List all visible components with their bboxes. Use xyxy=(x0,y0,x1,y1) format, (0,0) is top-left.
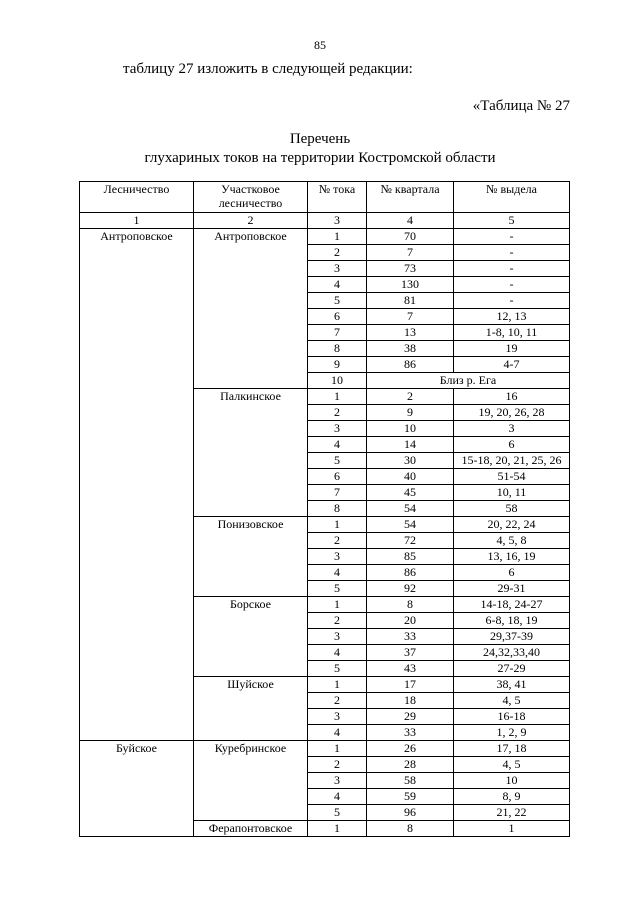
column-number: 1 xyxy=(80,213,194,229)
allotment-cell: 20, 22, 24 xyxy=(454,517,570,533)
lek-number-cell: 1 xyxy=(308,677,367,693)
quarter-cell: 73 xyxy=(367,261,454,277)
lek-number-cell: 8 xyxy=(308,341,367,357)
lek-number-cell: 1 xyxy=(308,741,367,757)
lek-number-cell: 7 xyxy=(308,325,367,341)
allotment-cell: 4, 5 xyxy=(454,693,570,709)
quarter-cell: 8 xyxy=(367,821,454,837)
quarter-cell: 10 xyxy=(367,421,454,437)
lek-number-cell: 1 xyxy=(308,821,367,837)
allotment-cell: 27-29 xyxy=(454,661,570,677)
lek-number-cell: 3 xyxy=(308,549,367,565)
lek-number-cell: 2 xyxy=(308,405,367,421)
lek-number-cell: 2 xyxy=(308,533,367,549)
lek-number-cell: 4 xyxy=(308,725,367,741)
column-number-row xyxy=(80,213,570,229)
header-section: Участковое лесничество xyxy=(194,182,308,213)
allotment-cell: 10, 11 xyxy=(454,485,570,501)
header-forestry: Лесничество xyxy=(80,182,194,213)
header-allotment: № выдела xyxy=(454,182,570,213)
quarter-cell: 86 xyxy=(367,357,454,373)
section-cell: Борское xyxy=(194,597,308,677)
lek-number-cell: 2 xyxy=(308,613,367,629)
quarter-cell: 7 xyxy=(367,309,454,325)
quarter-cell: 33 xyxy=(367,629,454,645)
lek-number-cell: 6 xyxy=(308,309,367,325)
lek-number-cell: 4 xyxy=(308,437,367,453)
quarter-cell: 28 xyxy=(367,757,454,773)
allotment-cell: 16-18 xyxy=(454,709,570,725)
quarter-cell: 70 xyxy=(367,229,454,245)
header-quarter: № квартала xyxy=(367,182,454,213)
allotment-cell: 1-8, 10, 11 xyxy=(454,325,570,341)
lek-number-cell: 5 xyxy=(308,293,367,309)
quarter-cell: 14 xyxy=(367,437,454,453)
quarter-cell: 96 xyxy=(367,805,454,821)
quarter-cell: 40 xyxy=(367,469,454,485)
quarter-cell: 85 xyxy=(367,549,454,565)
quarter-cell: 20 xyxy=(367,613,454,629)
section-cell: Ферапонтовское xyxy=(194,821,308,837)
table-heading xyxy=(0,130,640,168)
allotment-cell: 58 xyxy=(454,501,570,517)
table-reference: «Таблица № 27 xyxy=(472,98,570,114)
lek-number-cell: 4 xyxy=(308,277,367,293)
lek-number-cell: 5 xyxy=(308,661,367,677)
intro-text: таблицу 27 изложить в следующей редакции: xyxy=(123,61,413,77)
quarter-cell: 58 xyxy=(367,773,454,789)
allotment-cell: 4, 5, 8 xyxy=(454,533,570,549)
column-number: 3 xyxy=(308,213,367,229)
lek-number-cell: 7 xyxy=(308,485,367,501)
lek-number-cell: 3 xyxy=(308,773,367,789)
allotment-cell: 12, 13 xyxy=(454,309,570,325)
allotment-cell: 19, 20, 26, 28 xyxy=(454,405,570,421)
allotment-cell: - xyxy=(454,229,570,245)
quarter-cell: 18 xyxy=(367,693,454,709)
section-cell: Куребринское xyxy=(194,741,308,821)
quarter-cell: 7 xyxy=(367,245,454,261)
column-number: 5 xyxy=(454,213,570,229)
quarter-cell: 54 xyxy=(367,517,454,533)
allotment-cell: 21, 22 xyxy=(454,805,570,821)
allotment-cell: 38, 41 xyxy=(454,677,570,693)
lek-number-cell: 2 xyxy=(308,245,367,261)
lek-number-cell: 4 xyxy=(308,645,367,661)
allotment-cell: 24,32,33,40 xyxy=(454,645,570,661)
section-cell: Понизовское xyxy=(194,517,308,597)
header-row xyxy=(80,182,570,213)
quarter-cell: 38 xyxy=(367,341,454,357)
column-number: 4 xyxy=(367,213,454,229)
section-cell: Антроповское xyxy=(194,229,308,389)
quarter-cell: 13 xyxy=(367,325,454,341)
allotment-cell: - xyxy=(454,293,570,309)
quarter-cell: 72 xyxy=(367,533,454,549)
lek-number-cell: 4 xyxy=(308,789,367,805)
quarter-cell: 43 xyxy=(367,661,454,677)
grouse-leks-table xyxy=(79,181,570,837)
allotment-cell: 19 xyxy=(454,341,570,357)
quarter-cell: 45 xyxy=(367,485,454,501)
forestry-cell: Антроповское xyxy=(80,229,194,741)
allotment-cell: 29,37-39 xyxy=(454,629,570,645)
column-number: 2 xyxy=(194,213,308,229)
table-row xyxy=(80,229,570,245)
quarter-cell: 33 xyxy=(367,725,454,741)
allotment-cell: 8, 9 xyxy=(454,789,570,805)
allotment-cell: - xyxy=(454,277,570,293)
lek-number-cell: 3 xyxy=(308,709,367,725)
allotment-cell: 1, 2, 9 xyxy=(454,725,570,741)
allotment-cell: 1 xyxy=(454,821,570,837)
lek-number-cell: 3 xyxy=(308,261,367,277)
allotment-cell: 29-31 xyxy=(454,581,570,597)
quarter-cell: 59 xyxy=(367,789,454,805)
allotment-cell: 17, 18 xyxy=(454,741,570,757)
lek-number-cell: 3 xyxy=(308,629,367,645)
lek-number-cell: 8 xyxy=(308,501,367,517)
allotment-cell: 3 xyxy=(454,421,570,437)
quarter-cell: 86 xyxy=(367,565,454,581)
lek-number-cell: 10 xyxy=(308,373,367,389)
lek-number-cell: 5 xyxy=(308,805,367,821)
allotment-cell: 10 xyxy=(454,773,570,789)
forestry-cell: Буйское xyxy=(80,741,194,837)
page-number: 85 xyxy=(314,38,326,52)
allotment-cell: 6 xyxy=(454,437,570,453)
lek-number-cell: 1 xyxy=(308,517,367,533)
lek-number-cell: 9 xyxy=(308,357,367,373)
quarter-cell: 2 xyxy=(367,389,454,405)
lek-number-cell: 3 xyxy=(308,421,367,437)
quarter-cell: 29 xyxy=(367,709,454,725)
lek-number-cell: 1 xyxy=(308,229,367,245)
lek-number-cell: 1 xyxy=(308,389,367,405)
quarter-cell: 26 xyxy=(367,741,454,757)
allotment-cell: 15-18, 20, 21, 25, 26 xyxy=(454,453,570,469)
allotment-cell: 6 xyxy=(454,565,570,581)
quarter-cell: 130 xyxy=(367,277,454,293)
quarter-cell: 54 xyxy=(367,501,454,517)
lek-number-cell: 1 xyxy=(308,597,367,613)
allotment-cell: 6-8, 18, 19 xyxy=(454,613,570,629)
allotment-cell: 4, 5 xyxy=(454,757,570,773)
heading-line-2: глухариных токов на территории Костромской области xyxy=(144,150,496,166)
allotment-cell: - xyxy=(454,261,570,277)
lek-number-cell: 2 xyxy=(308,757,367,773)
allotment-cell: 16 xyxy=(454,389,570,405)
quarter-cell: 92 xyxy=(367,581,454,597)
allotment-cell: 4-7 xyxy=(454,357,570,373)
section-cell: Палкинское xyxy=(194,389,308,517)
table-body xyxy=(80,229,570,837)
allotment-cell: 13, 16, 19 xyxy=(454,549,570,565)
allotment-cell: 14-18, 24-27 xyxy=(454,597,570,613)
heading-line-1: Перечень xyxy=(289,131,351,147)
allotment-cell: 51-54 xyxy=(454,469,570,485)
allotment-cell: - xyxy=(454,245,570,261)
lek-number-cell: 4 xyxy=(308,565,367,581)
quarter-cell: Близ р. Ега xyxy=(367,373,570,389)
table-row xyxy=(80,741,570,757)
quarter-cell: 8 xyxy=(367,597,454,613)
quarter-cell: 9 xyxy=(367,405,454,421)
lek-number-cell: 5 xyxy=(308,581,367,597)
quarter-cell: 37 xyxy=(367,645,454,661)
header-lek-number: № тока xyxy=(308,182,367,213)
section-cell: Шуйское xyxy=(194,677,308,741)
lek-number-cell: 2 xyxy=(308,693,367,709)
quarter-cell: 81 xyxy=(367,293,454,309)
lek-number-cell: 5 xyxy=(308,453,367,469)
quarter-cell: 17 xyxy=(367,677,454,693)
quarter-cell: 30 xyxy=(367,453,454,469)
lek-number-cell: 6 xyxy=(308,469,367,485)
